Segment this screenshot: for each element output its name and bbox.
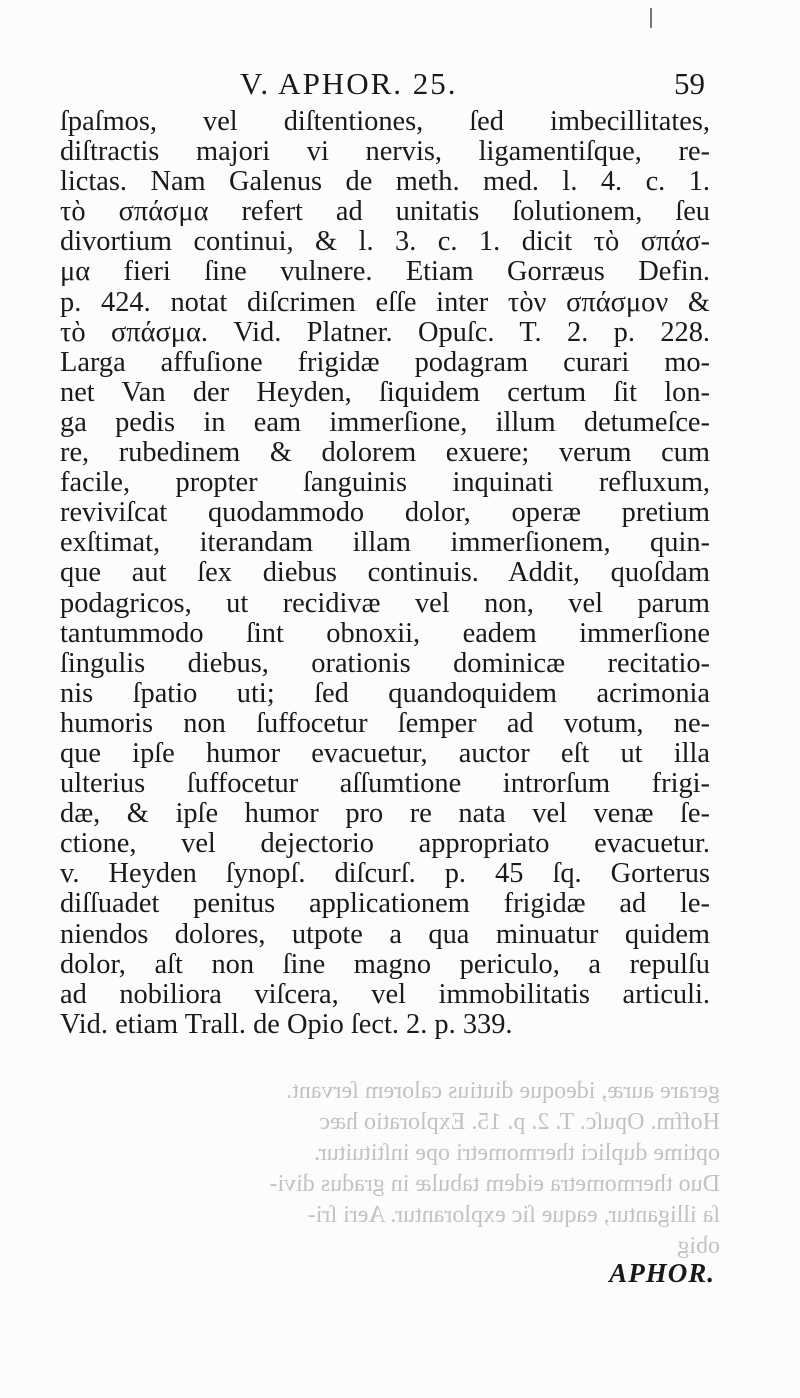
text-line: dolor, aſt non ſine magno periculo, a repulſu <box>60 948 710 980</box>
text-line: diſſuadet penitus applicationem frigidæ ad le- <box>60 888 710 920</box>
body-text <box>60 107 710 1040</box>
text-line: ctione, vel dejectorio appropriato evacuetur. <box>60 828 710 860</box>
text-line: podagricos, ut recidivæ vel non, vel parum <box>60 587 710 619</box>
bleed-line: gerare auræ, ideoque diutius calorem ſervant. <box>286 1078 720 1104</box>
text-line: dæ, & ipſe humor pro re nata vel venæ ſe- <box>60 798 710 830</box>
text-line: p. 424. notat diſcrimen eſſe inter τὸν σπάσμον & <box>60 286 710 318</box>
text-line: exſtimat, iterandam illam immerſionem, quin- <box>60 527 710 559</box>
page-number: 59 <box>674 66 705 101</box>
bleed-line: optime duplici thermometri ope inſtituitur. <box>314 1140 720 1166</box>
bleed-line: Duo thermometra eidem tabulæ in gradus divi- <box>269 1171 720 1197</box>
text-line: que ipſe humor evacuetur, auctor eſt ut illa <box>60 737 710 769</box>
text-line: tantummodo ſint obnoxii, eadem immerſione <box>60 617 710 649</box>
text-line: ſingulis diebus, orationis dominicæ recitatio- <box>60 647 710 679</box>
bleed-through-text <box>70 1076 720 1262</box>
text-line: τὸ σπάσμα. Vid. Platner. Opuſc. T. 2. p. 228. <box>60 316 710 348</box>
text-line: v. Heyden ſynopſ. diſcurſ. p. 45 ſq. Gorterus <box>60 858 710 890</box>
text-line: ad nobiliora viſcera, vel immobilitatis articuli. <box>60 978 710 1010</box>
text-line: facile, propter ſanguinis inquinati refluxum, <box>60 467 710 499</box>
bleed-line: ſa illigantur, eaque ſic explorantur. Aeri ſri- <box>307 1202 720 1228</box>
text-line: Vid. etiam Trall. de Opio ſect. 2. p. 339. <box>60 1008 513 1040</box>
text-line: divortium continui, & l. 3. c. 1. dicit τὸ σπάσ- <box>60 226 710 258</box>
bleed-line: obig <box>677 1233 720 1259</box>
catchword: APHOR. <box>609 1258 715 1288</box>
running-title: V. APHOR. 25. <box>240 66 458 101</box>
text-line: ulterius ſuffocetur aſſumtione introrſum frigi- <box>60 768 710 800</box>
page-edge-mark <box>650 8 652 28</box>
text-line: lictas. Nam Galenus de meth. med. l. 4. c. 1. <box>60 166 710 198</box>
text-line: ga pedis in eam immerſione, illum detumeſce- <box>60 406 710 438</box>
text-line: que aut ſex diebus continuis. Addit, quoſdam <box>60 557 710 589</box>
text-line: Larga affuſione frigidæ podagram curari mo- <box>60 346 710 378</box>
text-line: niendos dolores, utpote a qua minuatur quidem <box>60 918 710 950</box>
bleed-line: Hoffm. Opuſc. T. 2. p. 15. Exploratio hæc <box>319 1109 720 1135</box>
text-line: net Van der Heyden, ſiquidem certum ſit lon- <box>60 376 710 408</box>
text-line: diſtractis majori vi nervis, ligamentiſque, re- <box>60 136 710 168</box>
text-line: τὸ σπάσμα refert ad unitatis ſolutionem, ſeu <box>60 196 710 228</box>
text-line: reviviſcat quodammodo dolor, operæ pretium <box>60 497 710 529</box>
text-line: humoris non ſuffocetur ſemper ad votum, ne- <box>60 707 710 739</box>
text-line: nis ſpatio uti; ſed quandoquidem acrimonia <box>60 677 710 709</box>
text-line: ſpaſmos, vel diſtentiones, ſed imbecillitates, <box>60 106 710 137</box>
running-header <box>240 62 705 106</box>
text-line: μα fieri ſine vulnere. Etiam Gorræus Defin. <box>60 256 710 288</box>
text-line: re, rubedinem & dolorem exuere; verum cum <box>60 437 710 469</box>
